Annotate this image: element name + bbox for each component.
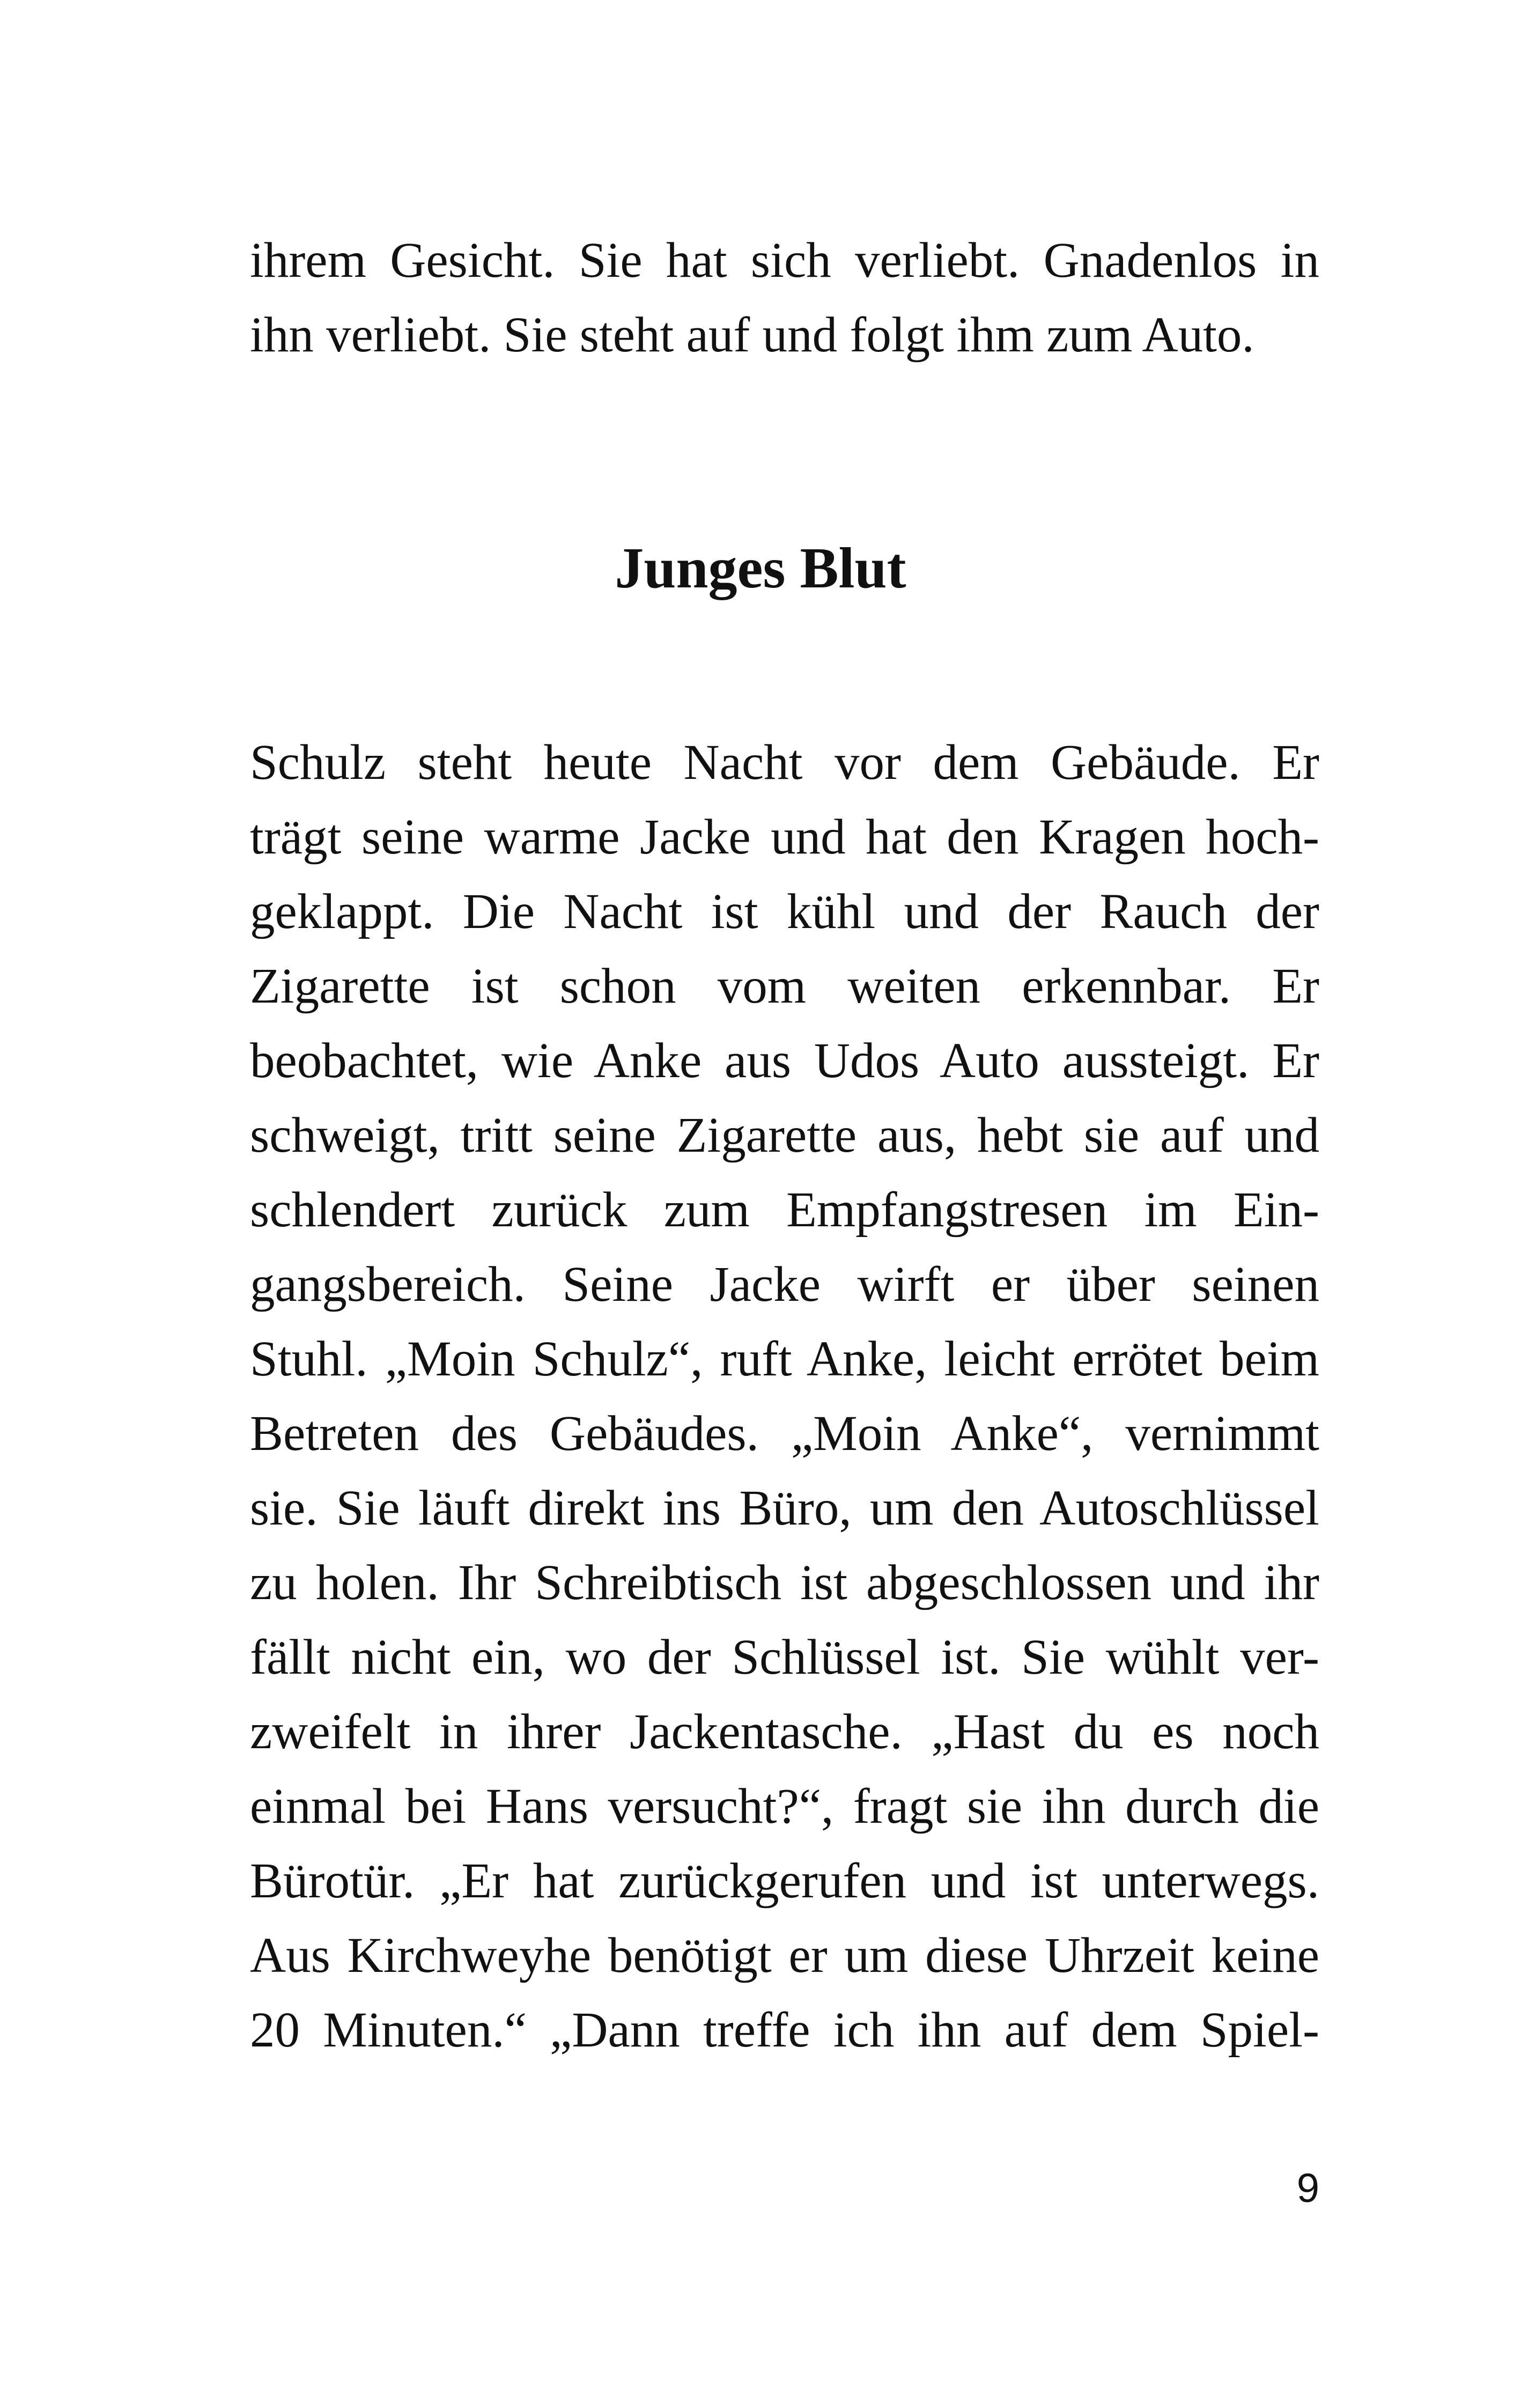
text-line: ihn verliebt. Sie steht auf und folgt ihm zum Auto. — [250, 307, 1254, 363]
text-line: einmal bei Hans versucht?“, fragt sie ihn durch die — [250, 1779, 1319, 1834]
page-number: 9 — [1296, 2166, 1319, 2211]
text-line: beobachtet, wie Anke aus Udos Auto aussteigt. Er — [250, 1033, 1319, 1088]
text-line: Bürotür. „Er hat zurückgerufen und ist unterwegs. — [250, 1853, 1319, 1909]
text-line: zweifelt in ihrer Jackentasche. „Hast du es noch — [250, 1704, 1319, 1759]
text-line: schlendert zurück zum Empfangstresen im Ein- — [250, 1182, 1319, 1238]
text-line: schweigt, tritt seine Zigarette aus, hebt sie auf und — [250, 1108, 1319, 1163]
text-line: fällt nicht ein, wo der Schlüssel ist. Sie wühlt ver- — [250, 1630, 1319, 1685]
text-line: Betreten des Gebäudes. „Moin Anke“, vernimmt — [250, 1406, 1319, 1461]
text-line: sie. Sie läuft direkt ins Büro, um den Autoschlüssel — [250, 1481, 1319, 1536]
text-line: geklappt. Die Nacht ist kühl und der Rauch der — [250, 884, 1319, 939]
previous-section-text — [250, 223, 1319, 372]
chapter-title: Junges Blut — [615, 536, 906, 600]
text-line: ihrem Gesicht. Sie hat sich verliebt. Gnadenlos in — [250, 233, 1319, 288]
text-line: Aus Kirchweyhe benötigt er um diese Uhrzeit keine — [250, 1928, 1319, 1983]
text-line: Zigarette ist schon vom weiten erkennbar. Er — [250, 959, 1319, 1014]
text-line: Schulz steht heute Nacht vor dem Gebäude. Er — [250, 735, 1319, 790]
chapter-body-text — [250, 725, 1319, 2067]
text-line: 20 Minuten.“ „Dann treffe ich ihn auf dem Spiel- — [250, 2002, 1319, 2058]
text-line: zu holen. Ihr Schreibtisch ist abgeschlossen und ihr — [250, 1555, 1319, 1610]
text-line: gangsbereich. Seine Jacke wirft er über seinen — [250, 1257, 1319, 1312]
text-line: Stuhl. „Moin Schulz“, ruft Anke, leicht errötet beim — [250, 1331, 1319, 1387]
text-line: trägt seine warme Jacke und hat den Kragen hoch- — [250, 809, 1319, 865]
